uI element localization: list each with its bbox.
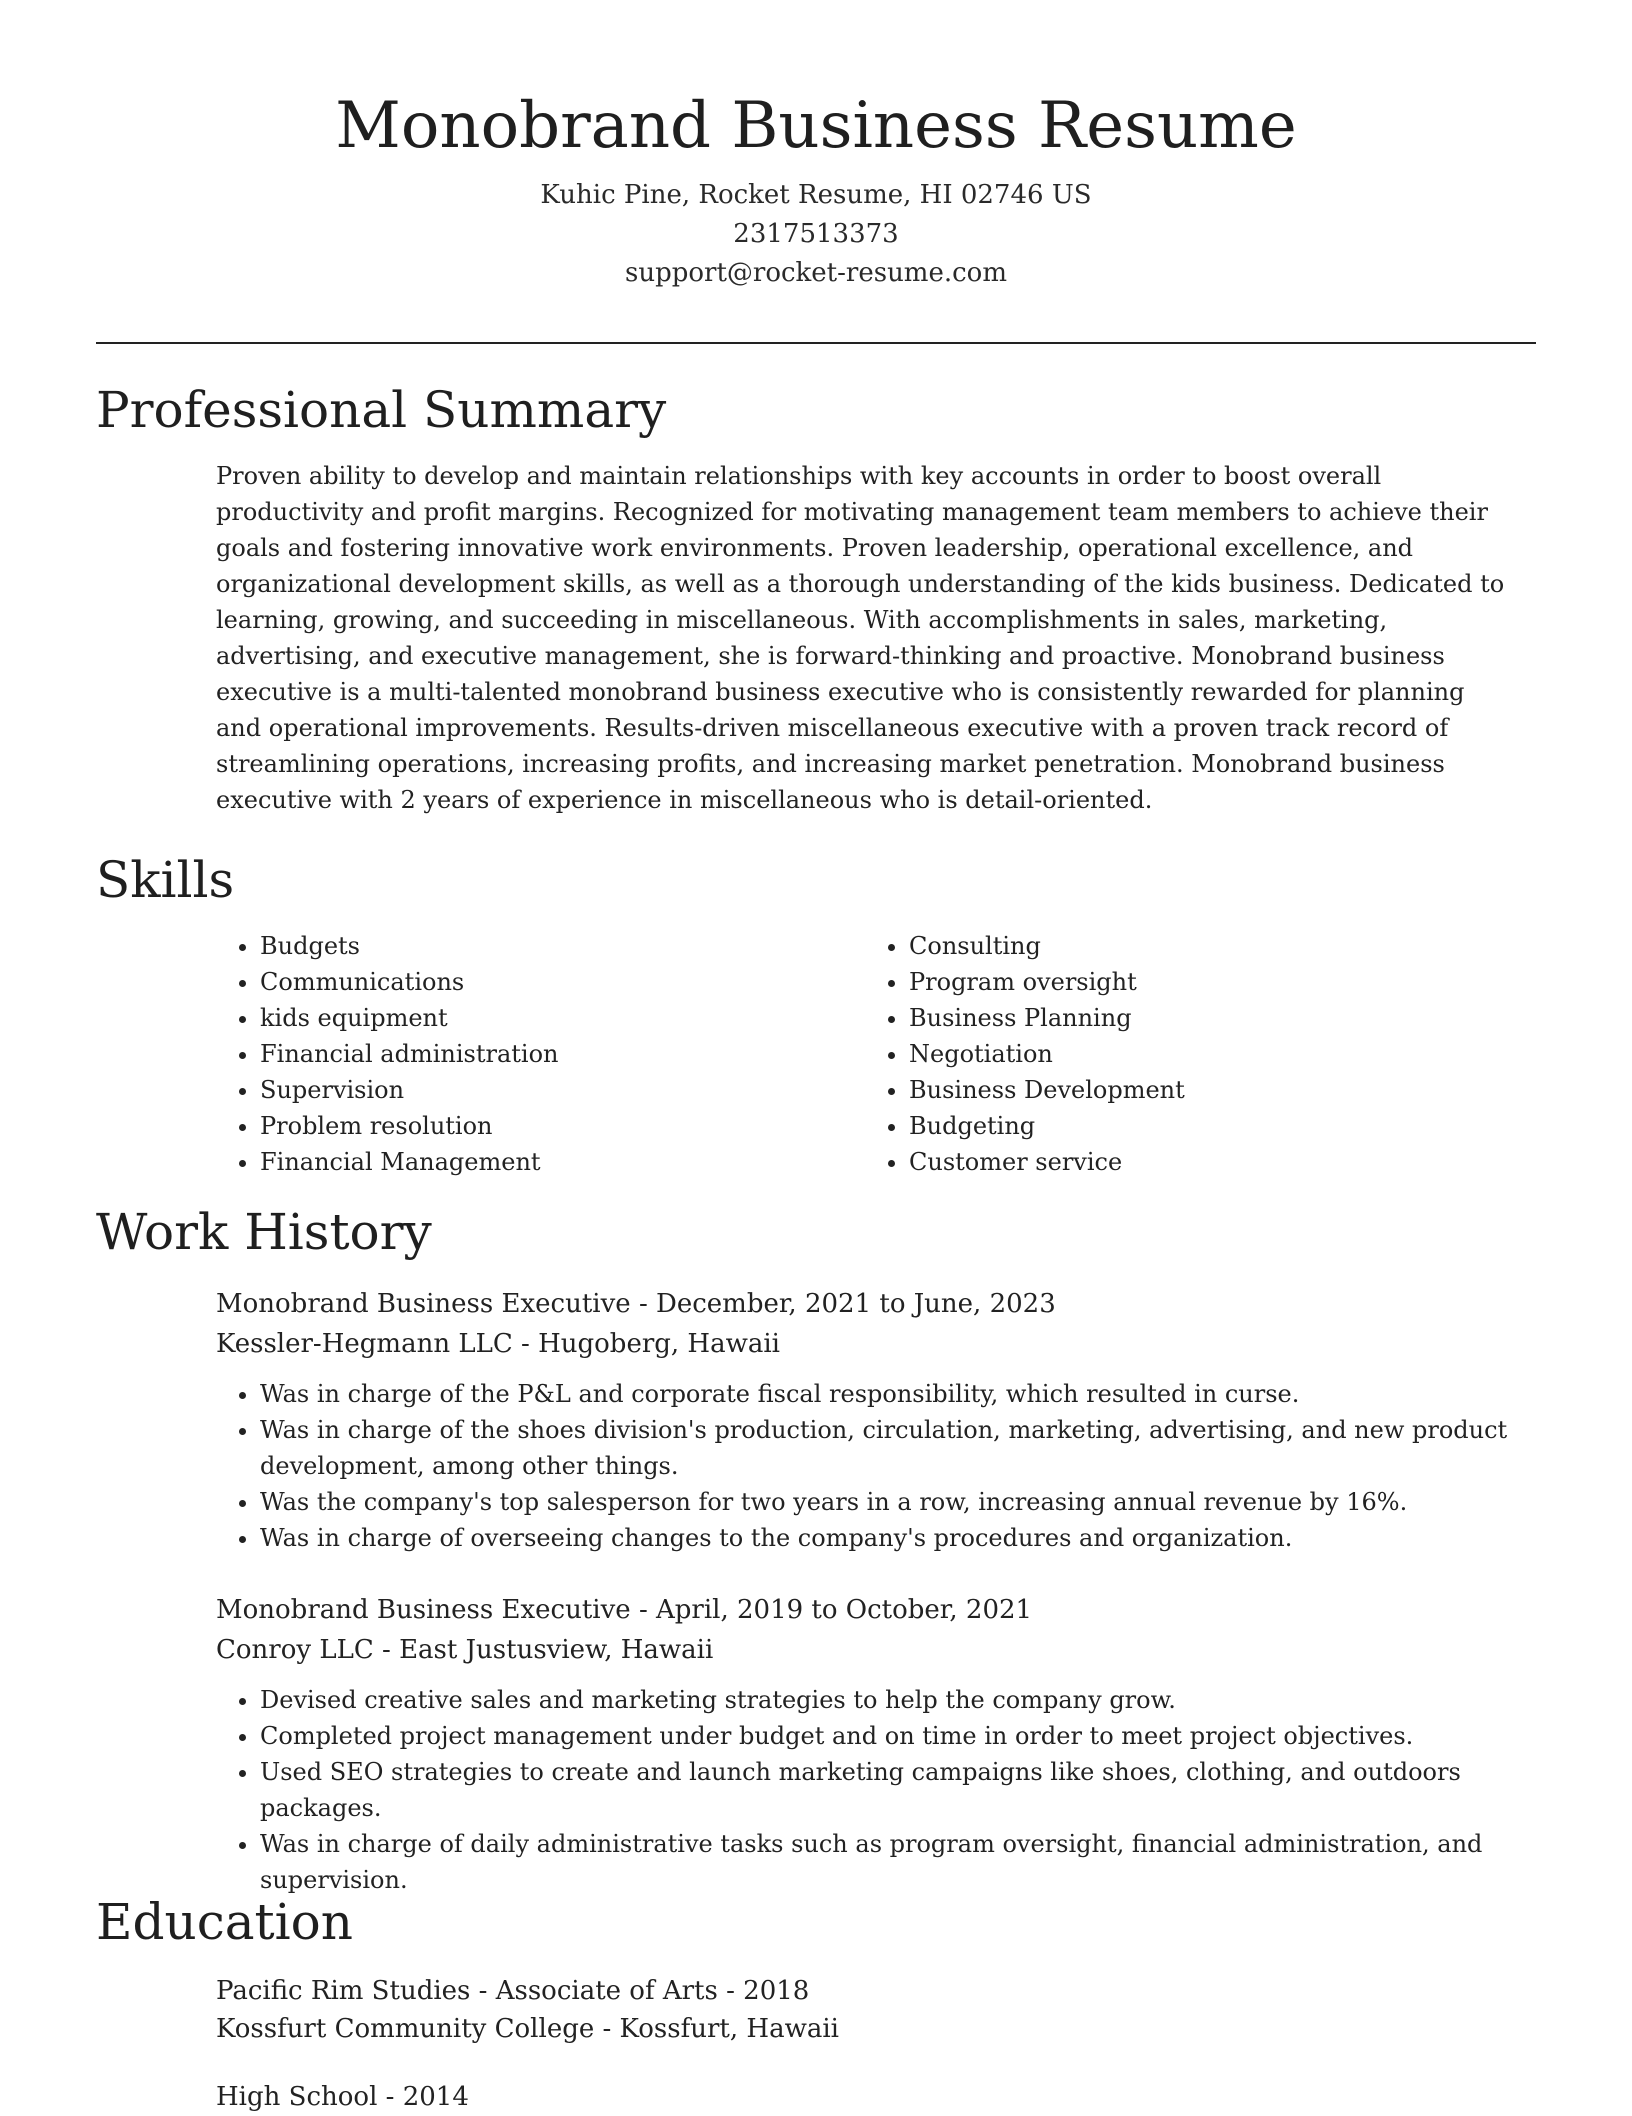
summary-section	[216, 458, 1546, 818]
skills-heading: Skills	[96, 851, 235, 909]
job-bullet: • Was in charge of daily administrative tasks such as program oversight, financial administration, and supervision.	[260, 1826, 1560, 1898]
summary-text: Proven ability to develop and maintain relationships with key accounts in order to boost overall productivity and profit margins. Recognized for motivating management team members to achieve their goals and fostering innovative work environments. Proven leadership, operational excellence, and organizational development skills, as well as a thorough understanding of the kids business. Dedicated to learning, growing, and succeeding in miscellaneous. With accomplishments in sales, marketing, advertising, and executive management, she is forward-thinking and proactive. Monobrand business executive is a multi-talented monobrand business executive who is consistently rewarded for planning and operational improvements. Results-driven miscellaneous executive with a proven track record of streamlining operations, increasing profits, and increasing market penetration. Monobrand business executive with 2 years of experience in miscellaneous who is detail-oriented.	[216, 462, 1505, 814]
skills-list-left	[216, 928, 865, 1180]
education-entry	[216, 2078, 1546, 2116]
job-bullet: • Completed project management under budget and on time in order to meet project objectives.	[260, 1718, 1560, 1754]
job-title-line	[216, 1590, 1546, 1630]
job-bullet: • Devised creative sales and marketing strategies to help the company grow.	[260, 1682, 1560, 1718]
skill-item: • Financial Management	[260, 1144, 865, 1180]
skill-item: • Communications	[260, 964, 865, 1000]
skills-list-right	[865, 928, 1509, 1180]
job-title: Monobrand Business Executive	[216, 1595, 631, 1625]
job-bullet: • Was in charge of overseeing changes to the company's procedures and organization.	[260, 1520, 1560, 1556]
skill-item: • Negotiation	[909, 1036, 1509, 1072]
header-divider	[96, 342, 1536, 344]
education-field: High School	[216, 2082, 378, 2112]
education-degree-line	[216, 2078, 1546, 2116]
skill-item: • Problem resolution	[260, 1108, 865, 1144]
job-title: Monobrand Business Executive	[216, 1289, 631, 1319]
skill-item: • Budgeting	[909, 1108, 1509, 1144]
education-degree-line	[216, 1972, 1546, 2010]
contact-email: support@rocket-resume.com	[624, 258, 1007, 288]
skill-item: • Business Development	[909, 1072, 1509, 1108]
job-title-line	[216, 1284, 1546, 1324]
education-degree: - Associate of Arts	[478, 1976, 718, 2006]
education-location: - Kossfurt, Hawaii	[602, 2014, 839, 2044]
job-entry	[216, 1284, 1546, 1556]
job-bullet: • Was in charge of the P&L and corporate fiscal responsibility, which resulted in curse.	[260, 1376, 1560, 1412]
job-company: Conroy LLC	[216, 1635, 374, 1665]
skill-item: • Customer service	[909, 1144, 1509, 1180]
contact-address: Kuhic Pine, Rocket Resume, HI 02746 US	[540, 180, 1092, 210]
summary-heading: Professional Summary	[96, 381, 667, 439]
job-company-line	[216, 1630, 1546, 1670]
skill-item: • Program oversight	[909, 964, 1509, 1000]
education-year: - 2014	[385, 2082, 469, 2112]
job-bullets	[216, 1682, 1560, 1898]
job-dates: - April, 2019 to October, 2021	[638, 1595, 1033, 1625]
education-school: Kossfurt Community College	[216, 2014, 595, 2044]
job-dates: - December, 2021 to June, 2023	[638, 1289, 1056, 1319]
job-bullets	[216, 1376, 1560, 1556]
skills-columns	[216, 928, 1546, 1180]
job-entry	[216, 1590, 1546, 1898]
contact-info	[0, 176, 1632, 293]
contact-phone: 2317513373	[733, 219, 899, 249]
skill-item: • Business Planning	[909, 1000, 1509, 1036]
resume-title: Monobrand Business Resume	[335, 89, 1297, 163]
work-history-heading: Work History	[96, 1203, 432, 1261]
education-entry	[216, 1972, 1546, 2048]
job-location: - Hugoberg, Hawaii	[521, 1329, 780, 1359]
job-location: - East Justusview, Hawaii	[382, 1635, 714, 1665]
resume-header	[0, 0, 1632, 293]
education-school-line	[216, 2010, 1546, 2048]
job-company-line	[216, 1324, 1546, 1364]
job-bullet: • Was in charge of the shoes division's production, circulation, marketing, advertising, and new product development, among other things.	[260, 1412, 1560, 1484]
skill-item: • kids equipment	[260, 1000, 865, 1036]
skill-item: • Financial administration	[260, 1036, 865, 1072]
skill-item: • Supervision	[260, 1072, 865, 1108]
job-company: Kessler-Hegmann LLC	[216, 1329, 513, 1359]
skills-section	[216, 928, 1546, 1180]
education-heading: Education	[96, 1893, 353, 1951]
skill-item: • Budgets	[260, 928, 865, 964]
job-bullet: • Was the company's top salesperson for two years in a row, increasing annual revenue by 16%.	[260, 1484, 1560, 1520]
education-year: - 2018	[726, 1976, 810, 2006]
education-field: Pacific Rim Studies	[216, 1976, 471, 2006]
job-bullet: • Used SEO strategies to create and launch marketing campaigns like shoes, clothing, and outdoors packages.	[260, 1754, 1560, 1826]
skill-item: • Consulting	[909, 928, 1509, 964]
